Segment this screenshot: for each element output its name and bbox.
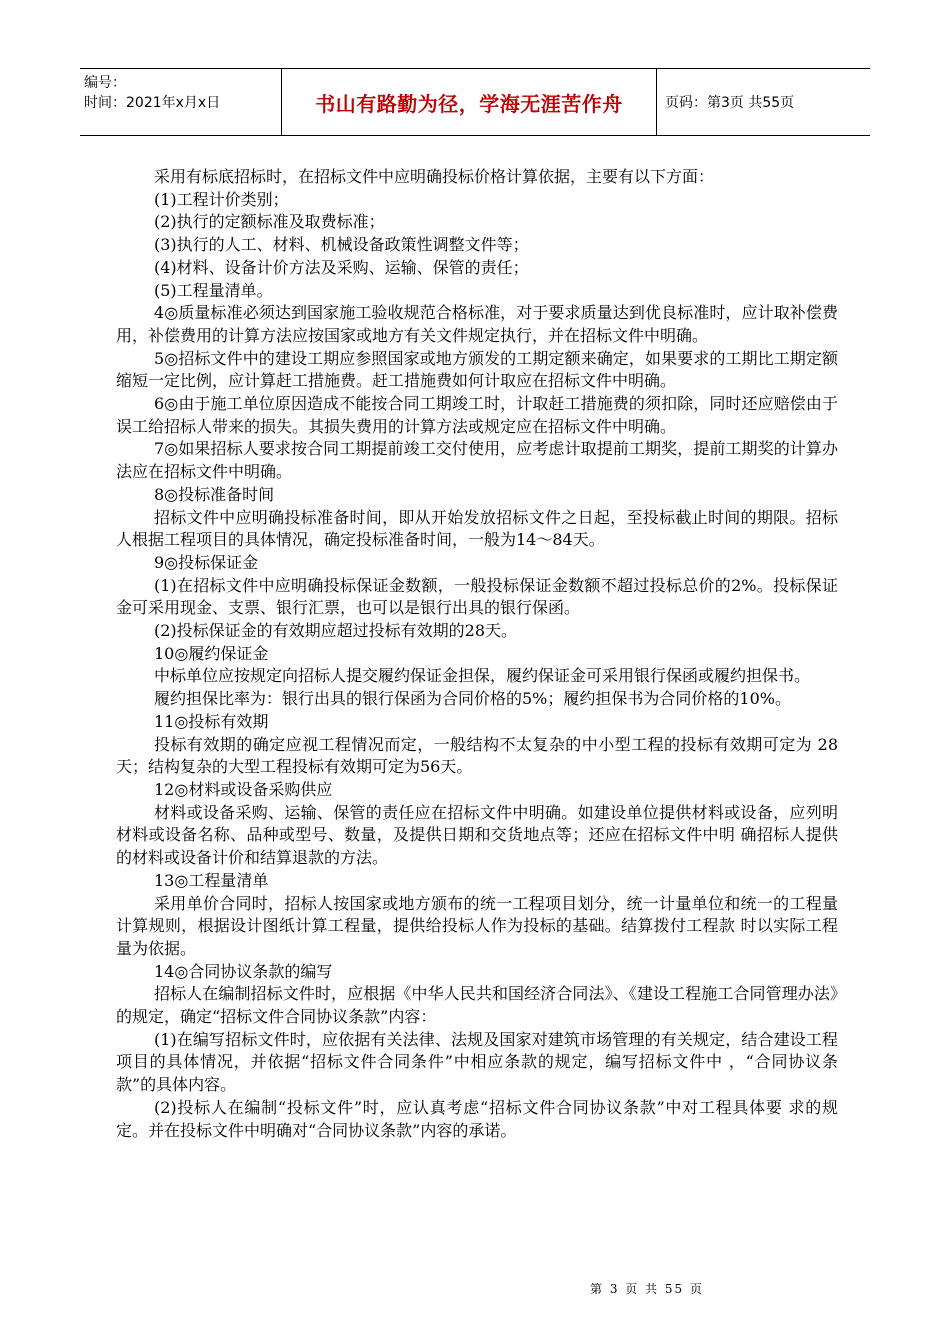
- document-body: [116, 166, 838, 1142]
- paragraph: (2)投标人在编制“投标文件”时，应认真考虑“招标文件合同协议条款”中对工程具体要 求的规定。并在投标文件中明确对“合同协议条款”内容的承诺。: [116, 1097, 838, 1140]
- document-time-label: 时间：2021年x月x日: [84, 95, 221, 111]
- paragraph: 4◎质量标准必须达到国家施工验收规范合格标准，对于要求质量达到优良标准时，应计取补偿费用，补偿费用的计算方法应按国家或地方有关文件规定执行，并在招标文件中明确。: [116, 303, 838, 345]
- section-heading: 11◎投标有效期: [154, 711, 269, 731]
- page-footer: 第 3 页 共 55 页: [590, 1282, 704, 1296]
- section-heading: 8◎投标准备时间: [154, 484, 275, 504]
- paragraph: 投标有效期的确定应视工程情况而定，一般结构不太复杂的中小型工程的投标有效期可定为 28天；结构复杂的大型工程投标有效期可定为56天。: [116, 734, 838, 777]
- page-header: [80, 68, 870, 136]
- paragraph: 招标人在编制招标文件时，应根据《中华人民共和国经济合同法》、《建设工程施工合同管理办法》的规定，确定“招标文件合同协议条款”内容：: [116, 984, 838, 1027]
- list-item: (1)工程计价类别；: [154, 189, 289, 209]
- header-motto: 书山有路勤为径，学海无涯苦作舟: [282, 69, 657, 135]
- document-number-label: 编号：: [84, 75, 126, 91]
- paragraph: 采用单价合同时，招标人按国家或地方颁布的统一工程项目划分，统一计量单位和统一的工程量计算规则，根据设计图纸计算工程量，提供给投标人作为投标的基础。结算拨付工程款 时以实际工程量为依据。: [116, 893, 838, 958]
- section-heading: 12◎材料或设备采购供应: [154, 779, 333, 799]
- paragraph: 履约担保比率为：银行出具的银行保函为合同价格的5%；履约担保书为合同价格的10%。: [154, 689, 791, 709]
- list-item: (3)执行的人工、材料、机械设备政策性调整文件等；: [154, 235, 529, 255]
- paragraph: 中标单位应按规定向招标人提交履约保证金担保，履约保证金可采用银行保函或履约担保书。: [154, 666, 811, 686]
- paragraph: 6◎由于施工单位原因造成不能按合同工期竣工时，计取赶工措施费的须扣除，同时还应赔偿由于误工给招标人带来的损失。其损失费用的计算方法或规定应在招标文件中明确。: [116, 394, 838, 436]
- section-heading: 10◎履约保证金: [154, 643, 269, 663]
- header-info: [80, 69, 282, 135]
- section-heading: 14◎合同协议条款的编写: [154, 961, 333, 981]
- paragraph: 5◎招标文件中的建设工期应参照国家或地方颁发的工期定额来确定，如果要求的工期比工期定额缩短一定比例，应计算赶工措施费。赶工措施费如何计取应在招标文件中明确。: [116, 348, 838, 391]
- section-heading: 9◎投标保证金: [154, 552, 259, 572]
- section-heading: 13◎工程量清单: [154, 870, 269, 890]
- header-page-label: 页码：第3页 共55页: [665, 95, 795, 111]
- paragraph: 7◎如果招标人要求按合同工期提前竣工交付使用，应考虑计取提前工期奖，提前工期奖的计算办法应在招标文件中明确。: [116, 439, 838, 482]
- paragraph: (2)投标保证金的有效期应超过投标有效期的28天。: [154, 621, 518, 641]
- paragraph: (1)在招标文件中应明确投标保证金数额，一般投标保证金数额不超过投标总价的2%。投标保证金可采用现金、支票、银行汇票，也可以是银行出具的银行保函。: [116, 575, 838, 618]
- paragraph: 采用有标底招标时，在招标文件中应明确投标价格计算依据，主要有以下方面：: [154, 167, 715, 186]
- list-item: (4)材料、设备计价方法及采购、运输、保管的责任；: [154, 257, 529, 277]
- paragraph: 材料或设备采购、运输、保管的责任应在招标文件中明确。如建设单位提供材料或设备，应列明材料或设备名称、品种或型号、数量，及提供日期和交货地点等；还应在招标文件中明 确招标人提供的材料或设备计价和结算退款的方法。: [116, 802, 838, 868]
- list-item: (2)执行的定额标准及取费标准；: [154, 212, 385, 232]
- paragraph: 招标文件中应明确投标准备时间，即从开始发放招标文件之日起，至投标截止时间的期限。招标人根据工程项目的具体情况，确定投标准备时间，一般为14～84天。: [116, 507, 838, 550]
- list-item: (5)工程量清单。: [154, 280, 273, 300]
- paragraph: (1)在编写招标文件时，应依据有关法律、法规及国家对建筑市场管理的有关规定，结合建设工程项目的具体情况，并依据“招标文件合同条件”中相应条款的规定，编写招标文件中 ，“合同协议条款”的具体内容。: [116, 1029, 838, 1095]
